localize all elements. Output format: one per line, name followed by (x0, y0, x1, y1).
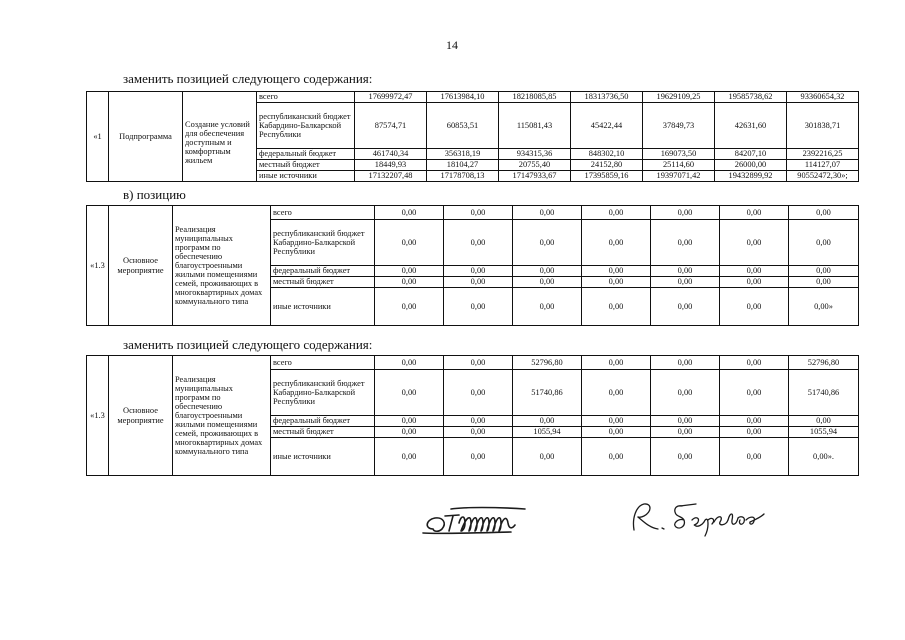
value-cell: 0,00 (582, 438, 651, 476)
signature-2 (622, 496, 772, 538)
value-cell: 84207,10 (715, 149, 787, 160)
value-cell: 934315,36 (499, 149, 571, 160)
value-cell: 115081,43 (499, 103, 571, 149)
source-label: всего (271, 206, 375, 220)
value-cell: 0,00 (513, 288, 582, 326)
value-cell: 37849,73 (643, 103, 715, 149)
signature-1 (415, 503, 565, 543)
value-cell: 0,00 (651, 277, 720, 288)
row-code: «1 (87, 92, 109, 182)
table-measure-new (86, 355, 859, 476)
value-cell: 114127,07 (787, 160, 859, 171)
source-label: местный бюджет (271, 277, 375, 288)
value-cell: 0,00 (720, 288, 789, 326)
table-subprogram-1 (86, 91, 859, 182)
value-cell: 0,00 (375, 220, 444, 266)
value-cell: 0,00 (789, 266, 859, 277)
value-cell: 0,00 (582, 370, 651, 416)
value-cell: 0,00 (651, 220, 720, 266)
value-cell: 0,00 (651, 438, 720, 476)
source-label: всего (257, 92, 355, 103)
value-cell: 0,00 (513, 277, 582, 288)
value-cell: 0,00 (720, 356, 789, 370)
value-cell: 0,00 (582, 427, 651, 438)
value-cell: 2392216,25 (787, 149, 859, 160)
value-cell: 0,00 (513, 266, 582, 277)
value-cell: 0,00». (789, 438, 859, 476)
source-label: иные источники (271, 288, 375, 326)
table-row (87, 356, 859, 370)
value-cell: 0,00» (789, 288, 859, 326)
row-description: Реализация муниципальных программ по обеспечению благоустроенными жилыми помещениями семей, проживающих в многоквартирных домах коммунального типа (173, 206, 271, 326)
value-cell: 18449,93 (355, 160, 427, 171)
value-cell: 52796,80 (789, 356, 859, 370)
value-cell: 0,00 (582, 356, 651, 370)
value-cell: 0,00 (444, 220, 513, 266)
value-cell: 42631,60 (715, 103, 787, 149)
value-cell: 0,00 (789, 220, 859, 266)
table-measure-old (86, 205, 859, 326)
value-cell: 0,00 (789, 416, 859, 427)
row-type: Основное мероприятие (109, 206, 173, 326)
value-cell: 169073,50 (643, 149, 715, 160)
value-cell: 1055,94 (789, 427, 859, 438)
value-cell: 18104,27 (427, 160, 499, 171)
value-cell: 0,00 (720, 416, 789, 427)
value-cell: 0,00 (582, 416, 651, 427)
value-cell: 17132207,48 (355, 171, 427, 182)
value-cell: 0,00 (582, 288, 651, 326)
value-cell: 18218085,85 (499, 92, 571, 103)
value-cell: 0,00 (651, 288, 720, 326)
value-cell: 0,00 (444, 356, 513, 370)
value-cell: 0,00 (375, 277, 444, 288)
value-cell: 461740,34 (355, 149, 427, 160)
value-cell: 0,00 (375, 370, 444, 416)
value-cell: 51740,86 (513, 370, 582, 416)
value-cell: 19397071,42 (643, 171, 715, 182)
value-cell: 0,00 (720, 266, 789, 277)
value-cell: 0,00 (444, 266, 513, 277)
value-cell: 17147933,67 (499, 171, 571, 182)
page-number: 14 (446, 38, 458, 52)
value-cell: 17178708,13 (427, 171, 499, 182)
value-cell: 0,00 (375, 266, 444, 277)
row-description: Создание условий для обеспечения доступным и комфортным жильем (183, 92, 257, 182)
value-cell: 0,00 (720, 370, 789, 416)
value-cell: 0,00 (444, 427, 513, 438)
row-code: «1.3 (87, 356, 109, 476)
row-code: «1.3 (87, 206, 109, 326)
value-cell: 0,00 (444, 370, 513, 416)
row-type: Основное мероприятие (109, 356, 173, 476)
value-cell: 0,00 (789, 277, 859, 288)
source-label: всего (271, 356, 375, 370)
value-cell: 0,00 (513, 438, 582, 476)
value-cell: 0,00 (651, 416, 720, 427)
value-cell: 0,00 (375, 416, 444, 427)
value-cell: 0,00 (789, 206, 859, 220)
value-cell: 0,00 (651, 206, 720, 220)
value-cell: 0,00 (375, 427, 444, 438)
heading-replace-2: заменить позицией следующего содержания: (123, 337, 373, 352)
value-cell: 93360654,32 (787, 92, 859, 103)
value-cell: 52796,80 (513, 356, 582, 370)
value-cell: 24152,80 (571, 160, 643, 171)
value-cell: 0,00 (720, 438, 789, 476)
value-cell: 0,00 (582, 266, 651, 277)
value-cell: 0,00 (720, 427, 789, 438)
value-cell: 17699972,47 (355, 92, 427, 103)
table-row (87, 206, 859, 220)
value-cell: 45422,44 (571, 103, 643, 149)
source-label: федеральный бюджет (271, 266, 375, 277)
value-cell: 848302,10 (571, 149, 643, 160)
source-label: иные источники (271, 438, 375, 476)
value-cell: 90552472,30»; (787, 171, 859, 182)
value-cell: 0,00 (651, 356, 720, 370)
table-row (87, 92, 859, 103)
value-cell: 0,00 (582, 206, 651, 220)
source-label: иные источники (257, 171, 355, 182)
row-type: Подпрограмма (109, 92, 183, 182)
value-cell: 356318,19 (427, 149, 499, 160)
heading-replace-1: заменить позицией следующего содержания: (123, 71, 373, 86)
source-label: республиканский бюджет Кабардино-Балкарской Республики (271, 370, 375, 416)
value-cell: 18313736,50 (571, 92, 643, 103)
value-cell: 0,00 (375, 438, 444, 476)
value-cell: 0,00 (582, 220, 651, 266)
value-cell: 25114,60 (643, 160, 715, 171)
value-cell: 0,00 (375, 288, 444, 326)
value-cell: 0,00 (513, 220, 582, 266)
value-cell: 0,00 (582, 277, 651, 288)
source-label: федеральный бюджет (271, 416, 375, 427)
value-cell: 19629109,25 (643, 92, 715, 103)
value-cell: 0,00 (651, 266, 720, 277)
source-label: местный бюджет (271, 427, 375, 438)
value-cell: 0,00 (651, 370, 720, 416)
value-cell: 0,00 (720, 220, 789, 266)
value-cell: 0,00 (375, 356, 444, 370)
value-cell: 0,00 (513, 416, 582, 427)
value-cell: 19432899,92 (715, 171, 787, 182)
value-cell: 0,00 (444, 416, 513, 427)
source-label: республиканский бюджет Кабардино-Балкарской Республики (257, 103, 355, 149)
value-cell: 0,00 (720, 206, 789, 220)
value-cell: 0,00 (444, 277, 513, 288)
value-cell: 0,00 (444, 438, 513, 476)
value-cell: 60853,51 (427, 103, 499, 149)
source-label: республиканский бюджет Кабардино-Балкарской Республики (271, 220, 375, 266)
row-description: Реализация муниципальных программ по обеспечению благоустроенными жилыми помещениями семей, проживающих в многоквартирных домах коммунального типа (173, 356, 271, 476)
value-cell: 0,00 (444, 206, 513, 220)
value-cell: 19585738,62 (715, 92, 787, 103)
value-cell: 17395859,16 (571, 171, 643, 182)
value-cell: 20755,40 (499, 160, 571, 171)
value-cell: 17613984,10 (427, 92, 499, 103)
source-label: местный бюджет (257, 160, 355, 171)
value-cell: 0,00 (720, 277, 789, 288)
value-cell: 26000,00 (715, 160, 787, 171)
value-cell: 1055,94 (513, 427, 582, 438)
value-cell: 0,00 (444, 288, 513, 326)
value-cell: 0,00 (513, 206, 582, 220)
value-cell: 301838,71 (787, 103, 859, 149)
value-cell: 0,00 (651, 427, 720, 438)
value-cell: 51740,86 (789, 370, 859, 416)
heading-position: в) позицию (123, 187, 186, 202)
source-label: федеральный бюджет (257, 149, 355, 160)
value-cell: 87574,71 (355, 103, 427, 149)
value-cell: 0,00 (375, 206, 444, 220)
